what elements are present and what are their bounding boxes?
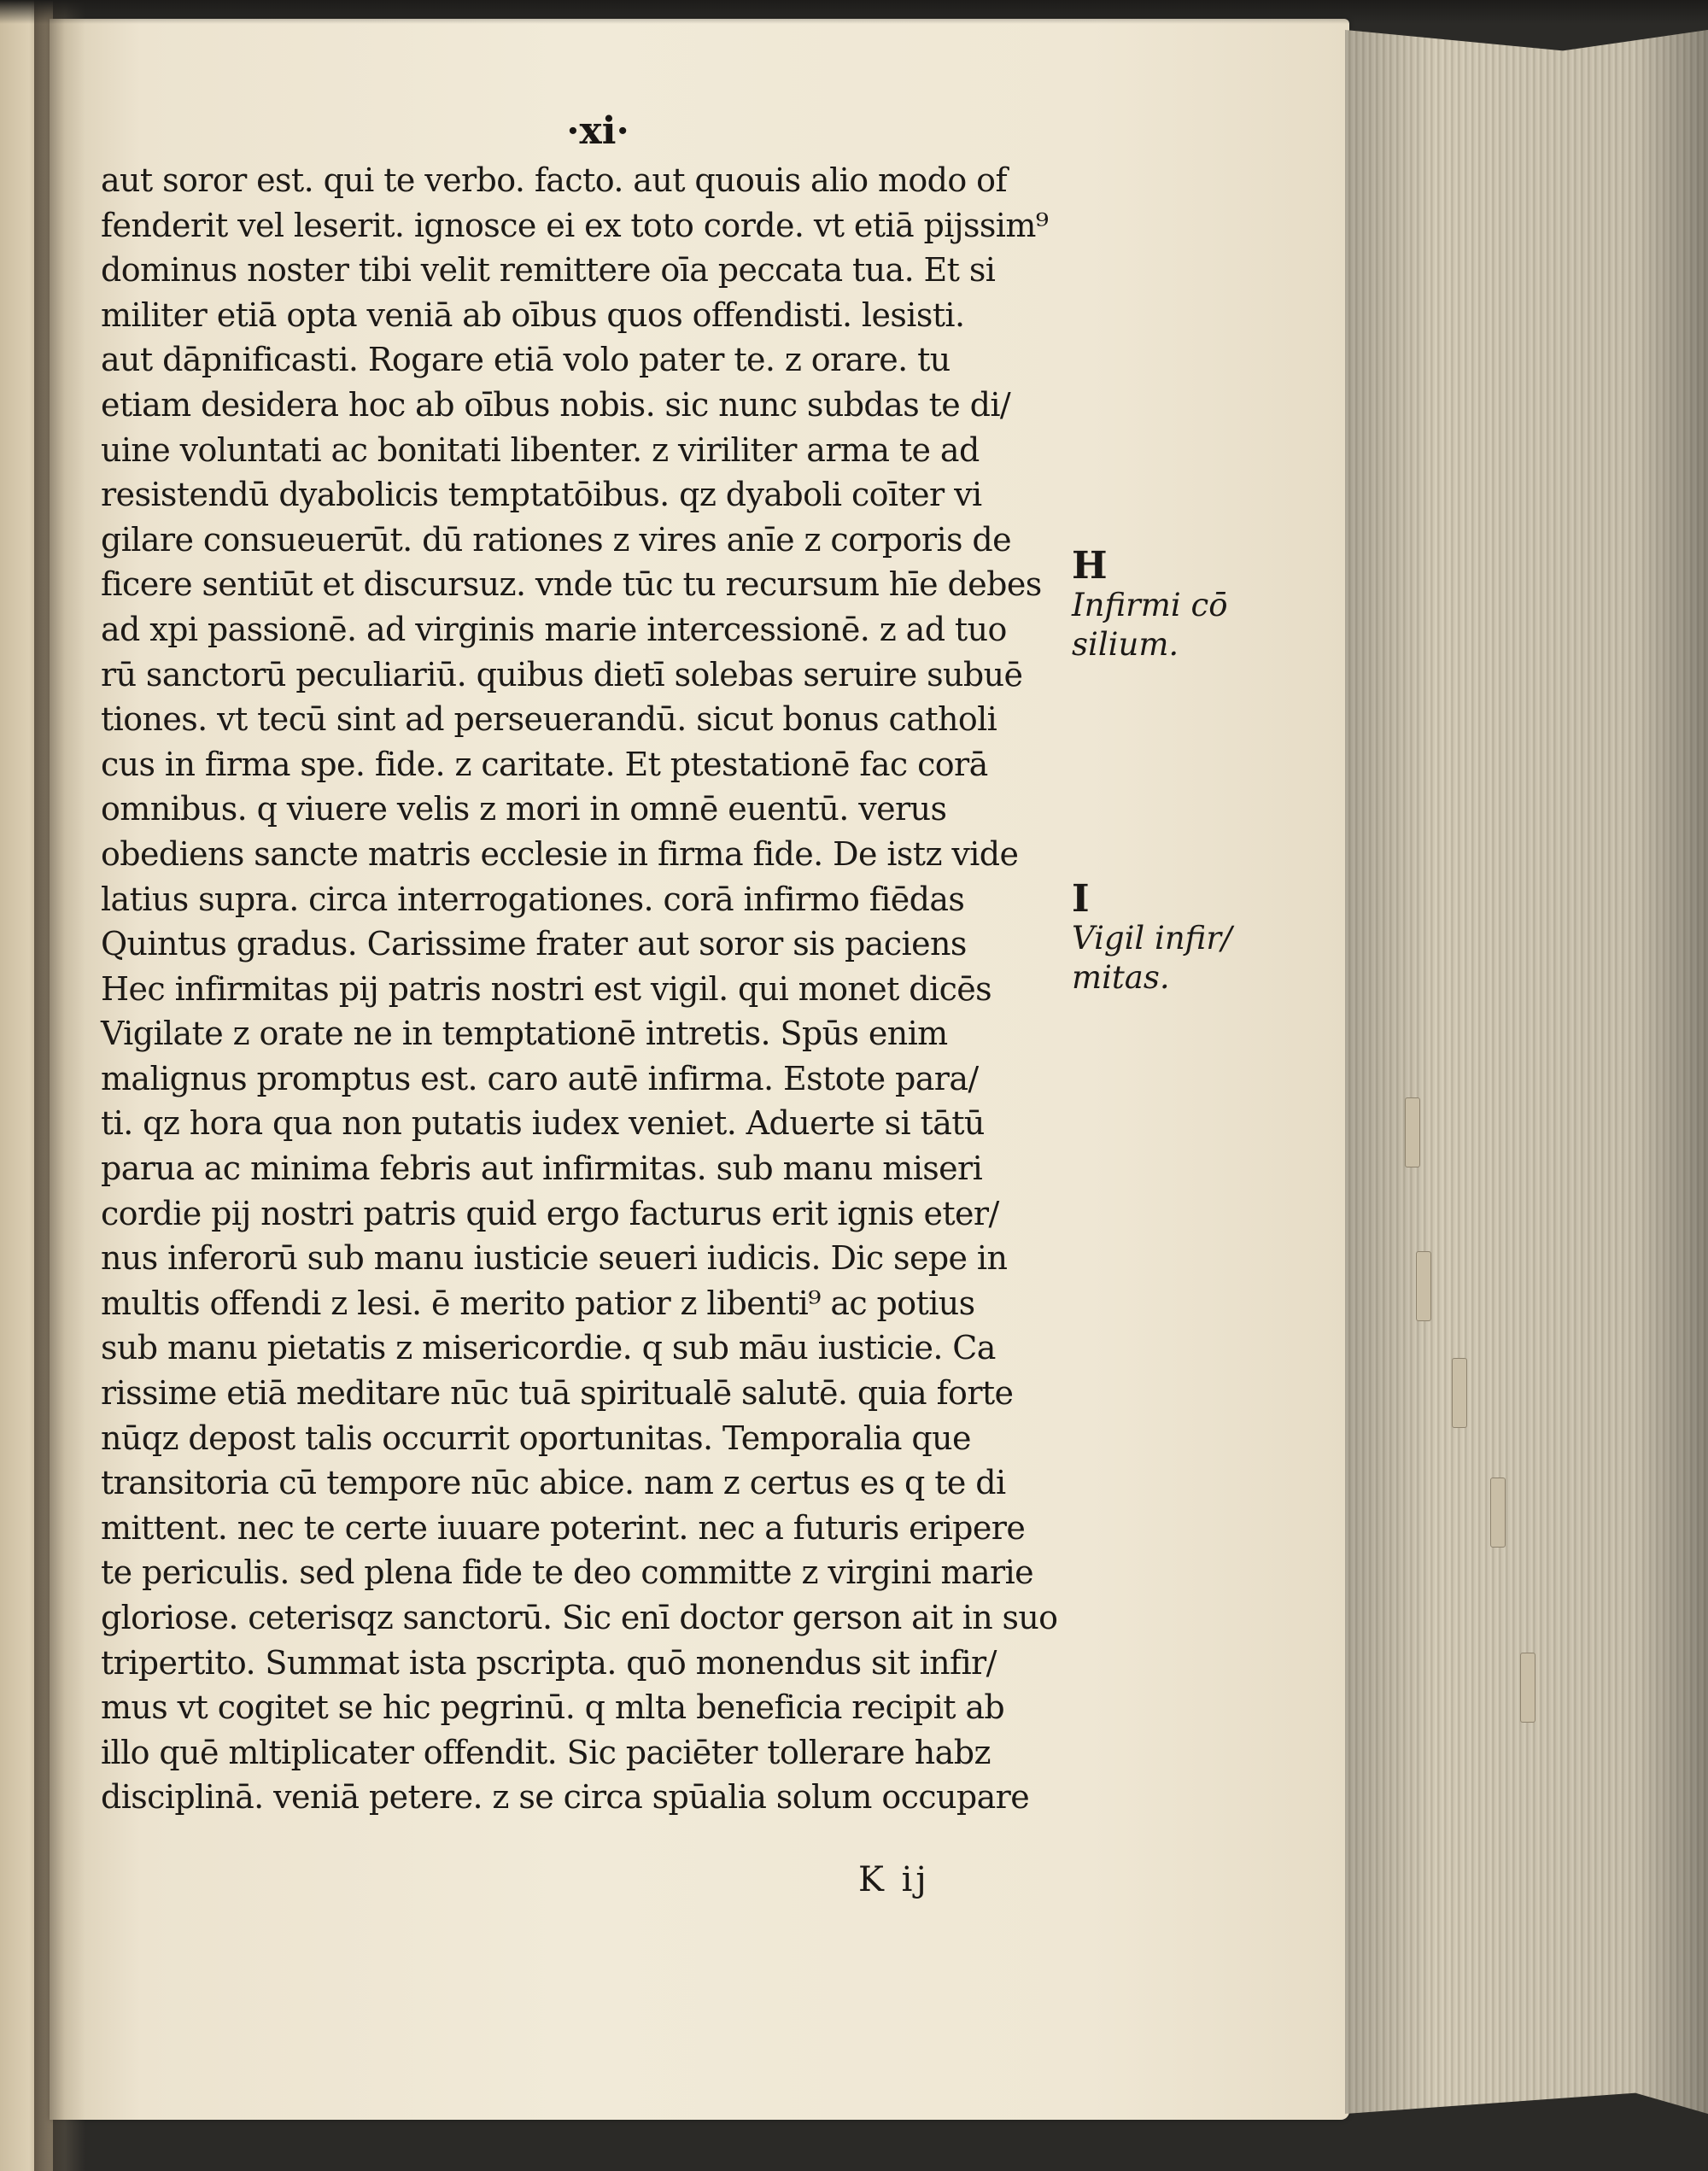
text-line: ad xpi passionē. ad virginis marie intercessionē. z ad tuo (101, 610, 1007, 648)
text-line: disciplinā. veniā petere. z se circa spūalia solum occupare (101, 1778, 1030, 1817)
fore-edge-tab (1405, 1097, 1420, 1167)
text-line: rū sanctorū peculiariū. quibus dietī solebas seruire subuē (101, 655, 1023, 693)
text-line: sub manu pietatis z misericordie. q sub māu iusticie. Ca (101, 1329, 996, 1367)
text-line: nūqz depost talis occurrit oportunitas. Temporalia que (101, 1419, 971, 1457)
text-line: Hec infirmitas pij patris nostri est vigil. qui monet dicēs (101, 969, 992, 1008)
text-line: Quintus gradus. Carissime frater aut soror sis paciens (101, 925, 967, 963)
text-line: cordie pij nostri patris quid ergo facturus erit ignis eter/ (101, 1194, 999, 1232)
marginal-line: silium. (1072, 626, 1179, 663)
marginal-note (1072, 877, 1232, 998)
text-line: gloriose. ceterisqz sanctorū. Sic enī doctor gerson ait in suo (101, 1599, 1058, 1636)
text-line: resistendū dyabolicis temptatōibus. qz dyaboli coīter vi (101, 476, 982, 514)
text-line: etiam desidera hoc ab oībus nobis. sic nunc subdas te di/ (101, 385, 1011, 424)
text-line: latius supra. circa interrogationes. corā infirmo fiēdas (101, 880, 965, 918)
marginal-initial: I (1072, 877, 1090, 921)
text-line: mittent. nec te certe iuuare poterint. nec a futuris eripere (101, 1508, 1026, 1547)
marginal-initial: H (1072, 544, 1108, 588)
text-line: multis offendi z lesi. ē merito patior z libenti⁹ ac potius (101, 1284, 975, 1322)
text-line: ficere sentiūt et discursuz. vnde tūc tu recursum hīe debes (101, 565, 1042, 604)
text-line: rissime etiā meditare nūc tuā spiritualē salutē. quia forte (101, 1374, 1014, 1413)
marginal-line: Infirmi cō (1072, 587, 1228, 623)
text-line: gilare consueuerūt. dū rationes z vires anīe z corporis de (101, 520, 1012, 559)
text-line: cus in firma spe. fide. z caritate. Et ptestationē fac corā (101, 745, 988, 783)
text-line: omnibus. q viuere velis z mori in omnē euentū. verus (101, 790, 947, 828)
fore-edge-shadow (1345, 30, 1708, 2114)
signature-mark: K ij (858, 1860, 930, 1899)
text-line: aut dāpnificasti. Rogare etiā volo pater te. z orare. tu (101, 341, 951, 379)
text-line: ti. qz hora qua non putatis iudex veniet. Aduerte si tātū (101, 1104, 985, 1143)
top-shadow (0, 0, 1708, 24)
text-line: militer etiā opta veniā ab oībus quos offendisti. lesisti. (101, 296, 965, 334)
book-gutter (34, 0, 85, 2171)
text-line: mus vt cogitet se hic pegrinū. q mlta beneficia recipit ab (101, 1688, 1005, 1727)
text-line: tiones. vt tecū sint ad perseuerandū. sicut bonus catholi (101, 700, 997, 739)
folio-number: ·xi· (566, 109, 629, 153)
fore-edge-tab (1520, 1653, 1535, 1723)
text-line: dominus noster tibi velit remittere oīa peccata tua. Et si (101, 251, 996, 290)
text-line: nus inferorū sub manu iusticie seueri iudicis. Dic sepe in (101, 1239, 1008, 1278)
text-line: tripertito. Summat ista pscripta. quō monendus sit infir/ (101, 1643, 997, 1682)
marginal-line: mitas. (1072, 959, 1170, 996)
marginal-note (1072, 544, 1228, 664)
text-line: malignus promptus est. caro autē infirma. Estote para/ (101, 1059, 979, 1097)
text-line: transitoria cū tempore nūc abice. nam z certus es q te di (101, 1464, 1006, 1502)
marginal-line: Vigil infir/ (1072, 920, 1232, 957)
text-line: obediens sancte matris ecclesie in firma fide. De istz vide (101, 834, 1019, 873)
main-text-block (101, 158, 1057, 1820)
text-line: aut soror est. qui te verbo. facto. aut quouis alio modo of (101, 161, 1007, 199)
text-line: parua ac minima febris aut infirmitas. sub manu miseri (101, 1150, 983, 1188)
text-line: fenderit vel leserit. ignosce ei ex toto corde. vt etiā pijssim⁹ (101, 206, 1049, 244)
fore-edge-tab (1416, 1251, 1431, 1321)
text-line: illo quē mltiplicater offendit. Sic paciēter tollerare habz (101, 1733, 991, 1771)
text-line: Vigilate z orate ne in temptationē intretis. Spūs enim (101, 1015, 948, 1053)
fore-edge-tab (1452, 1358, 1467, 1428)
text-line: te periculis. sed plena fide te deo committe z virgini marie (101, 1554, 1034, 1592)
text-line: uine voluntati ac bonitati libenter. z viriliter arma te ad (101, 430, 980, 469)
fore-edge-tab (1490, 1478, 1506, 1548)
